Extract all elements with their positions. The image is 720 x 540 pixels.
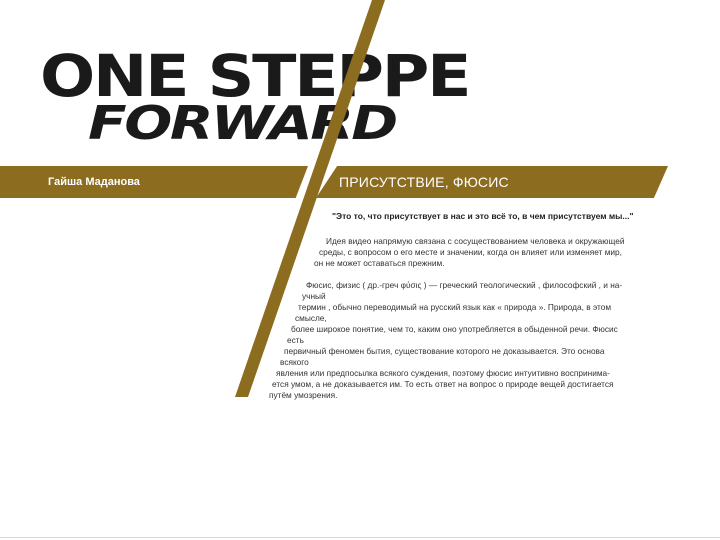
- logo-line-one-steppe: ONE STEPPE: [40, 42, 470, 110]
- diagonal-stripe-shape: [235, 0, 385, 397]
- body-line: Фюсис, физис ( др.-греч φύσις ) — греческий теологический , философский , и на-: [306, 280, 623, 290]
- section-title: ПРИСУТСТВИЕ, ФЮСИС: [339, 174, 509, 190]
- body-line: Идея видео напрямую связана с сосуществованием человека и окружающей: [326, 236, 625, 246]
- body-line: ется умом, а не доказывается им. То есть ответ на вопрос о природе вещей достигается: [272, 379, 614, 389]
- author-name: Гайша Маданова: [48, 176, 140, 188]
- body-line: учный: [302, 291, 326, 301]
- body-line: есть: [287, 335, 304, 345]
- body-line: путём умозрения.: [269, 390, 338, 400]
- quote: "Это то, что присутствует в нас и это всё то, в чем присутствуем мы...": [332, 211, 634, 221]
- logo-line-forward: FORWARD: [88, 96, 396, 150]
- body-line: более широкое понятие, чем то, каким оно употребляется в обыденной речи. Фюсис: [291, 324, 618, 334]
- body-line: среды, с вопросом о его месте и значении, когда он влияет или изменяет мир,: [319, 247, 622, 257]
- body-line: термин , обычно переводимый на русский язык как « природа ». Природа, в этом: [298, 302, 612, 312]
- body-line: первичный феномен бытия, существование которого не доказывается. Это основа: [284, 346, 605, 356]
- body-line: всякого: [280, 357, 309, 367]
- body-line: явления или предпосылка всякого суждения, поэтому фюсис интуитивно воспринима-: [276, 368, 610, 378]
- bottom-divider: [0, 537, 720, 538]
- body-line: смысле,: [295, 313, 327, 323]
- body-line: он не может оставаться прежним.: [314, 258, 445, 268]
